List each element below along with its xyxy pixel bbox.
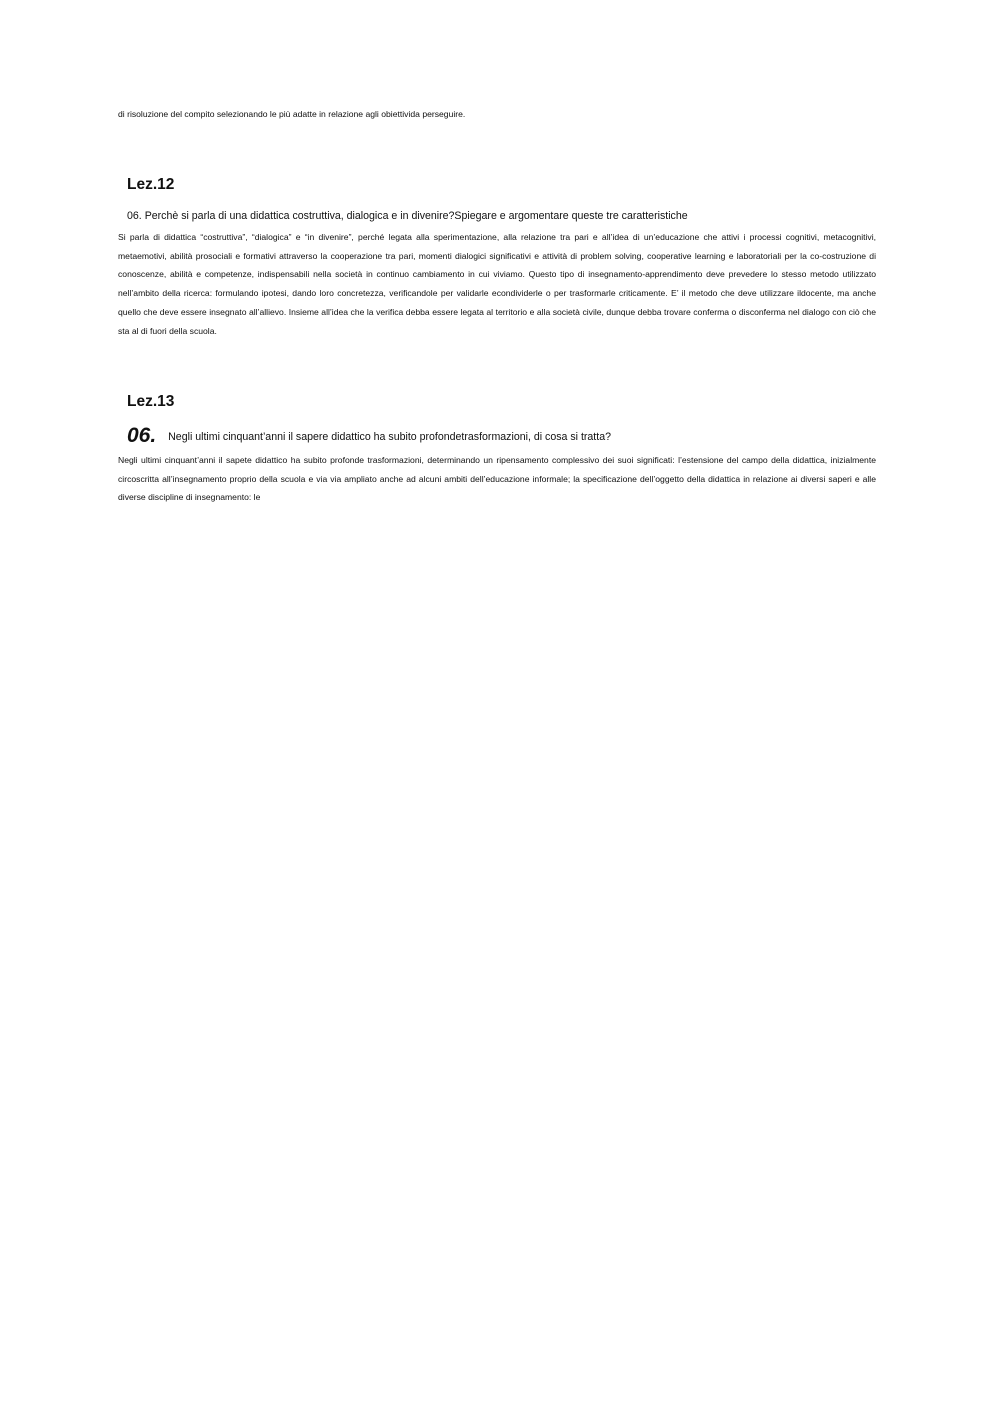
answer-paragraph-13: Negli ultimi cinquant’anni il sapete didattico ha subito profonde trasformazioni, determinando un ripensamento complessivo dei suoi significati: l’estensione del campo della didattica, inizialmente circoscritta all’insegnamento proprio della scuola e via via ampliato anche ad alcuni ambiti dell’educazione informale; la specificazione dell’oggetto della didattica in relazione ai diversi saperi e alle diverse discipline di insegnamento: le [118, 455, 876, 503]
intro-text: di risoluzione del compito selezionando le più adatte in relazione agli obiettivida perseguire. [118, 109, 466, 119]
question-13 [127, 424, 611, 449]
answer-paragraph-12: Si parla di didattica “costruttiva”, “dialogica” e “in divenire”, perché legata alla sperimentazione, alla relazione tra pari e all’idea di un’educazione che attivi i processi cognitivi, metacognitivi, metaemotivi, abilità prosociali e formativi attraverso la cooperazione tra pari, momenti dialogici significativi e attività di problem solving, cooperative learning e laboratoriali per la co-costruzione di conoscenze, abilità e competenze, indispensabili nella società in continuo cambiamento in cui viviamo. Questo tipo di insegnamento-apprendimento deve prevedere lo stesso metodo utilizzato nell’ambito della ricerca: formulando ipotesi, dando loro concretezza, verificandole per validarle econdividerle o per trasformarle criticamente. E’ il metodo che deve utilizzare ildocente, ma anche quello che deve essere insegnato all’allievo. Insieme all’idea che la verifica debba essere legata al territorio e alla società civile, dunque debba trovare conferma o disconferma nel dialogo con ciò che sta al di fuori della scuola. [118, 232, 876, 336]
question-12 [127, 209, 688, 223]
lesson-heading-13: Lez.13 [127, 393, 175, 410]
question-number: 06. [127, 210, 142, 222]
question-text: Negli ultimi cinquant’anni il sapere didattico ha subito profondetrasformazioni, di cosa si tratta? [168, 431, 611, 443]
lesson-heading-12: Lez.12 [127, 176, 175, 193]
question-number: 06. [127, 424, 157, 447]
question-text: Perchè si parla di una didattica costruttiva, dialogica e in divenire?Spiegare e argomentare queste tre caratteristiche [144, 210, 688, 222]
